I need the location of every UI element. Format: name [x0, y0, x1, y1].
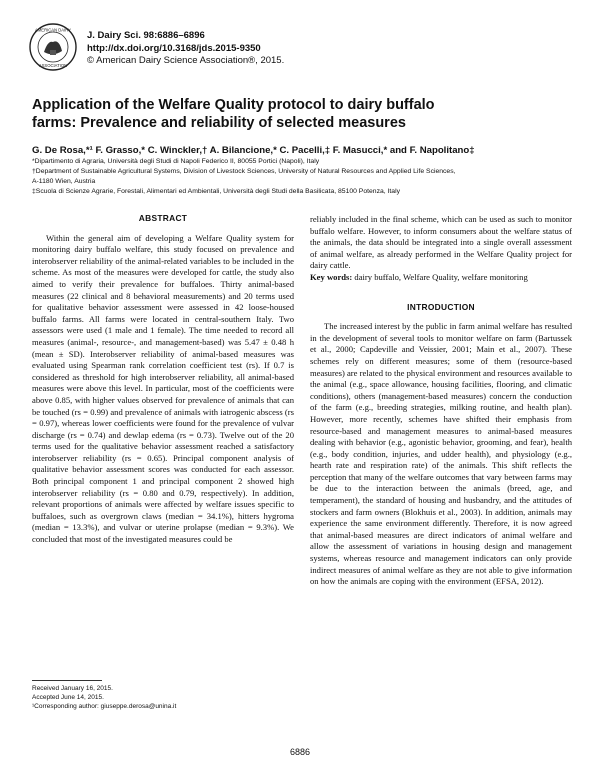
keywords-text: dairy buffalo, Welfare Quality, welfare monitoring	[354, 271, 528, 282]
footnote-corresponding: ¹Corresponding author: giuseppe.derosa@unina.it	[32, 703, 177, 710]
paper-title-line-1: Application of the Welfare Quality protocol to dairy buffalo	[32, 97, 435, 113]
footnote-divider	[32, 680, 102, 681]
abstract-heading: ABSTRACT	[138, 213, 188, 223]
affiliation-basilicata: ‡Scuola di Scienze Agrarie, Forestali, Alimentari ed Ambientali, Università degli Studi della Basilicata, 85100 Potenza, Italy	[32, 188, 400, 195]
keywords-label: Key words:	[310, 271, 353, 282]
abstract-continued: reliably included in the final scheme, which can be used as such to monitor buffalo welfare. However, to inform consumers about the welfare status of the animals, the data should be integrated into a single overall assessment of animal welfare, as already performed in the Welfare Quality project for dairy cattle.	[310, 214, 572, 271]
right-column	[310, 214, 572, 588]
introduction-body: The increased interest by the public in farm animal welfare has resulted in the development of several tools to monitor welfare on farm (Bartussek et al., 2000; Capdeville and Veissier, 2001; Main et al., 2007). These schemes rely on different measures; some of them (resource-based measures) are related to the physical environment and resources available to the animal (e.g., space allowance, housing facilities, flooring, and climatic conditions), others (management-based measures) concern the conduction of the farm (e.g., breeding strategies, milking routine, and health plan). However, more recently, schemes have shifted their emphasis from resource-based and management measures to animal-based measures dealing with behavior (e.g., agonistic behavior, grooming, and fear), health (e.g., body condition, injuries, and udder health), and physiology (e.g., hearth rate and respiration rate) of the animals. This shift reflects the perception that many of the welfare outcomes that vary between farms may be due to the interaction between the animals (breed, age, and temperament), the standard of housing and husbandry, and the attitudes of stockers and farm owners (Blokhuis et al., 2003). In addition, animals may experience the same environment differently. Therefore, it is now agreed that animal-based measures are direct indicators of animal welfare and allow the assessment of variations in housing design and management systems, whereas resource and management indicators can only provide indirect measures of animal welfare as they are not able to give information on how the animals are coping with the environment (EFSA, 2012).	[310, 321, 573, 587]
affiliation-wien-cont: A-1180 Wien, Austria	[32, 178, 96, 185]
footnote-received: Received January 16, 2015.	[32, 685, 113, 692]
american-dairy-science-association-logo	[28, 22, 78, 72]
paper-title	[32, 97, 572, 132]
affiliation-napoli: *Dipartimento di Agraria, Università degli Studi di Napoli Federico II, 80055 Portici (Napoli), Italy	[32, 158, 320, 165]
journal-citation: J. Dairy Sci. 98:6886–6896	[87, 30, 205, 41]
journal-header	[87, 30, 284, 68]
svg-text:ASSOCIATION: ASSOCIATION	[38, 63, 68, 68]
author-list: G. De Rosa,*¹ F. Grasso,* C. Winckler,† A. Bilancione,* C. Pacelli,‡ F. Masucci,* and F. Napolitano‡	[32, 145, 475, 156]
abstract-body: Within the general aim of developing a Welfare Quality system for monitoring dairy buffalo welfare, this study focused on prevalence and interobserver reliability of the animal-related variables to be included in the scheme. As most of the measures were developed for cattle, the study also aimed to verify their prevalence for buffaloes. Thirty animal-based measures (22 clinical and 8 behavioral measurements) and 20 terms used for qualitative behavior assessment were assessed in 42 loose-housed buffalo farms. All farms were located in central-southern Italy. Two assessors were used (1 male and 1 female). The time needed to record all measures (animal-, resource-, and management-based) was 5.47 ± 0.48 h (mean ± SD). Interobserver reliability of animal-based measures was evaluated using Spearman rank correlation coefficient test (rs). If 0.7 is considered as threshold for high interobserver reliability, all animal-based measures were above this level. In particular, most of the coefficients were above 0.85, with higher values observed for prevalence of animals that can be touched (rs = 0.99) and prevalence of animals with iatrogenic abscess (rs = 0.97), whereas lower coefficients were found for the prevalence of vulvar discharge (rs = 0.74) and dewlap edema (rs = 0.73). Twelve out of the 20 terms used for the qualitative behavior assessment reached a satisfactory interobserver reliability (rs = 0.65). Principal component analysis of qualitative behavior assessment scores was conducted for each assessor. Both principal component 1 and principal component 2 showed high interobserver reliability (rs = 0.80 and 0.79, respectively). In addition, relevant proportions of animals were affected by welfare issues specific to buffaloes, such as overgrown claws (median = 34.1%), hitters hygroma (median = 13.3%), and vulvar or uterine prolapse (median = 9.3%). We concluded that most of the investigated measures could be	[32, 232, 294, 545]
journal-doi[interactable]: http://dx.doi.org/10.3168/jds.2015-9350	[87, 42, 261, 54]
affiliations	[32, 157, 572, 197]
introduction-heading: INTRODUCTION	[407, 301, 475, 312]
footnotes	[32, 684, 176, 711]
left-column	[32, 213, 294, 546]
paper-title-line-2: farms: Prevalence and reliability of selected measures	[32, 114, 406, 131]
keywords	[310, 272, 572, 284]
footnote-accepted: Accepted June 14, 2015.	[32, 694, 104, 701]
svg-text:AMERICAN DAIRY: AMERICAN DAIRY	[35, 27, 71, 33]
journal-copyright: © American Dairy Science Association®, 2015.	[87, 55, 285, 66]
page-number: 6886	[289, 747, 311, 757]
affiliation-wien: †Department of Sustainable Agricultural Systems, Division of Livestock Sciences, University of Natural Resources and Applied Life Sciences,	[32, 168, 456, 175]
